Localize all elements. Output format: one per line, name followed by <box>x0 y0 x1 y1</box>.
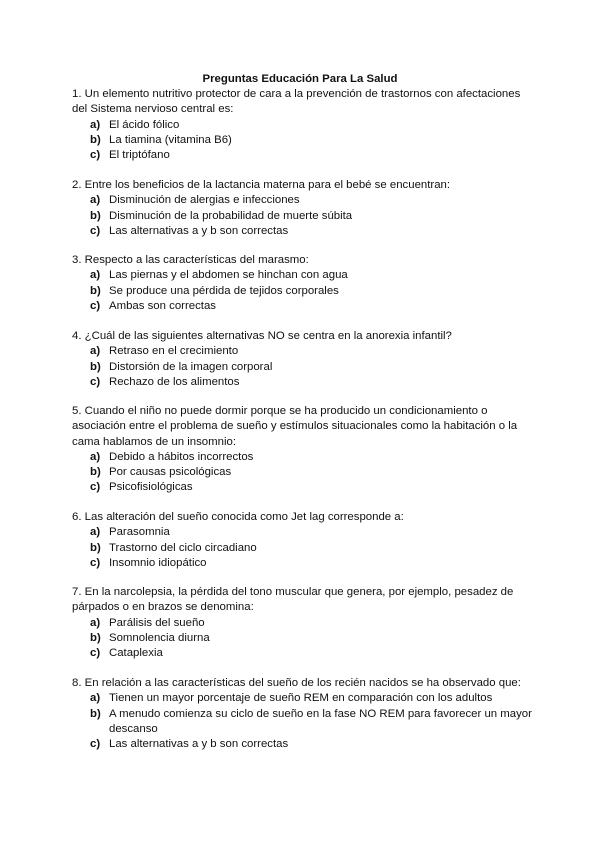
question-4 <box>72 329 534 390</box>
question-5 <box>72 404 534 496</box>
option-text: Tienen un mayor porcentaje de sueño REM en comparación con los adultos <box>109 692 493 705</box>
option-list <box>72 344 534 390</box>
question-2 <box>72 178 534 239</box>
option-letter: a) <box>90 526 101 539</box>
option-letter: b) <box>90 707 101 720</box>
option-c <box>72 556 534 571</box>
option-letter: a) <box>90 692 101 705</box>
question-text: 4. ¿Cuál de las siguientes alternativas NO se centra en la anorexia infantil? <box>72 330 452 342</box>
option-text: Cataplexia <box>109 647 163 660</box>
question-1 <box>72 87 534 163</box>
option-c <box>72 375 534 390</box>
option-letter: c) <box>90 738 101 751</box>
option-letter: a) <box>90 269 101 282</box>
question-8 <box>72 676 534 752</box>
option-b <box>72 209 534 224</box>
option-text: El triptófano <box>109 149 170 162</box>
option-text: Insomnio idiopático <box>109 556 207 569</box>
question-6 <box>72 510 534 571</box>
option-letter: b) <box>90 541 101 554</box>
question-text: 6. Las alteración del sueño conocida como Jet lag corresponde a: <box>72 511 404 523</box>
option-text: Somnolencia diurna <box>109 631 210 644</box>
option-letter: b) <box>90 631 101 644</box>
option-letter: c) <box>90 647 101 660</box>
option-b <box>72 631 534 646</box>
option-b <box>72 284 534 299</box>
option-letter: a) <box>90 194 101 207</box>
option-letter: a) <box>90 450 101 463</box>
option-a <box>72 616 534 631</box>
option-text: El ácido fólico <box>109 118 180 131</box>
option-letter: c) <box>90 149 101 162</box>
option-list <box>72 450 534 496</box>
option-a <box>72 525 534 540</box>
option-text: Distorsión de la imagen corporal <box>109 360 273 373</box>
option-a <box>72 691 534 706</box>
option-list <box>72 268 534 314</box>
option-b <box>72 707 534 738</box>
question-7 <box>72 585 534 661</box>
option-letter: c) <box>90 375 101 388</box>
option-text: Las alternativas a y b son correctas <box>109 738 289 751</box>
option-text: Debido a hábitos incorrectos <box>109 450 254 463</box>
option-letter: a) <box>90 345 101 358</box>
option-text: La tiamina (vitamina B6) <box>109 133 232 146</box>
option-text: Ambas son correctas <box>109 299 216 312</box>
option-list <box>72 525 534 571</box>
option-c <box>72 737 534 752</box>
option-letter: b) <box>90 284 101 297</box>
option-letter: a) <box>90 616 101 629</box>
option-text: A menudo comienza su ciclo de sueño en la fase NO REM para favorecer un mayor descanso <box>109 707 532 735</box>
option-c <box>72 646 534 661</box>
question-text: 3. Respecto a las características del marasmo: <box>72 254 309 266</box>
option-a <box>72 118 534 133</box>
option-a <box>72 193 534 208</box>
option-text: Retraso en el crecimiento <box>109 345 239 358</box>
option-c <box>72 224 534 239</box>
question-text: 1. Un elemento nutritivo protector de cara a la prevención de trastornos con afectaciones del Sistema nervioso central es: <box>72 88 521 116</box>
option-a <box>72 450 534 465</box>
option-text: Disminución de la probabilidad de muerte súbita <box>109 209 353 222</box>
option-text: Parálisis del sueño <box>109 616 205 629</box>
option-text: Psicofisiológicas <box>109 481 193 494</box>
question-text: 5. Cuando el niño no puede dormir porque se ha producido un condicionamiento o asociación entre el problema de sueño y estímulos situacionales como la habitación o la cama hablamos de un insomnio: <box>72 405 518 448</box>
question-3 <box>72 253 534 314</box>
option-list <box>72 193 534 239</box>
question-text: 2. Entre los beneficios de la lactancia materna para el bebé se encuentran: <box>72 179 451 191</box>
option-text: Trastorno del ciclo circadiano <box>109 541 257 554</box>
option-c <box>72 148 534 163</box>
option-text: Las alternativas a y b son correctas <box>109 224 289 237</box>
option-letter: a) <box>90 118 101 131</box>
option-letter: c) <box>90 481 101 494</box>
option-list <box>72 691 534 752</box>
option-b <box>72 133 534 148</box>
option-letter: b) <box>90 133 101 146</box>
option-list <box>72 118 534 164</box>
option-b <box>72 541 534 556</box>
option-c <box>72 299 534 314</box>
question-text: 8. En relación a las características del sueño de los recién nacidos se ha observado que: <box>72 677 521 689</box>
option-list <box>72 616 534 662</box>
option-b <box>72 360 534 375</box>
option-letter: c) <box>90 299 101 312</box>
option-text: Rechazo de los alimentos <box>109 375 240 388</box>
option-letter: b) <box>90 466 101 479</box>
option-text: Parasomnia <box>109 526 170 539</box>
option-a <box>72 344 534 359</box>
question-text: 7. En la narcolepsia, la pérdida del tono muscular que genera, por ejemplo, pesadez de párpados o en brazos se denomina: <box>72 586 514 614</box>
option-letter: c) <box>90 224 101 237</box>
option-text: Se produce una pérdida de tejidos corporales <box>109 284 339 297</box>
page-title: Preguntas Educación Para La Salud <box>202 73 398 85</box>
option-text: Las piernas y el abdomen se hinchan con agua <box>109 269 348 282</box>
option-letter: b) <box>90 209 101 222</box>
option-letter: c) <box>90 556 101 569</box>
option-a <box>72 268 534 283</box>
option-letter: b) <box>90 360 101 373</box>
option-c <box>72 480 534 495</box>
option-text: Disminución de alergias e infecciones <box>109 194 300 207</box>
option-text: Por causas psicológicas <box>109 466 232 479</box>
option-b <box>72 465 534 480</box>
